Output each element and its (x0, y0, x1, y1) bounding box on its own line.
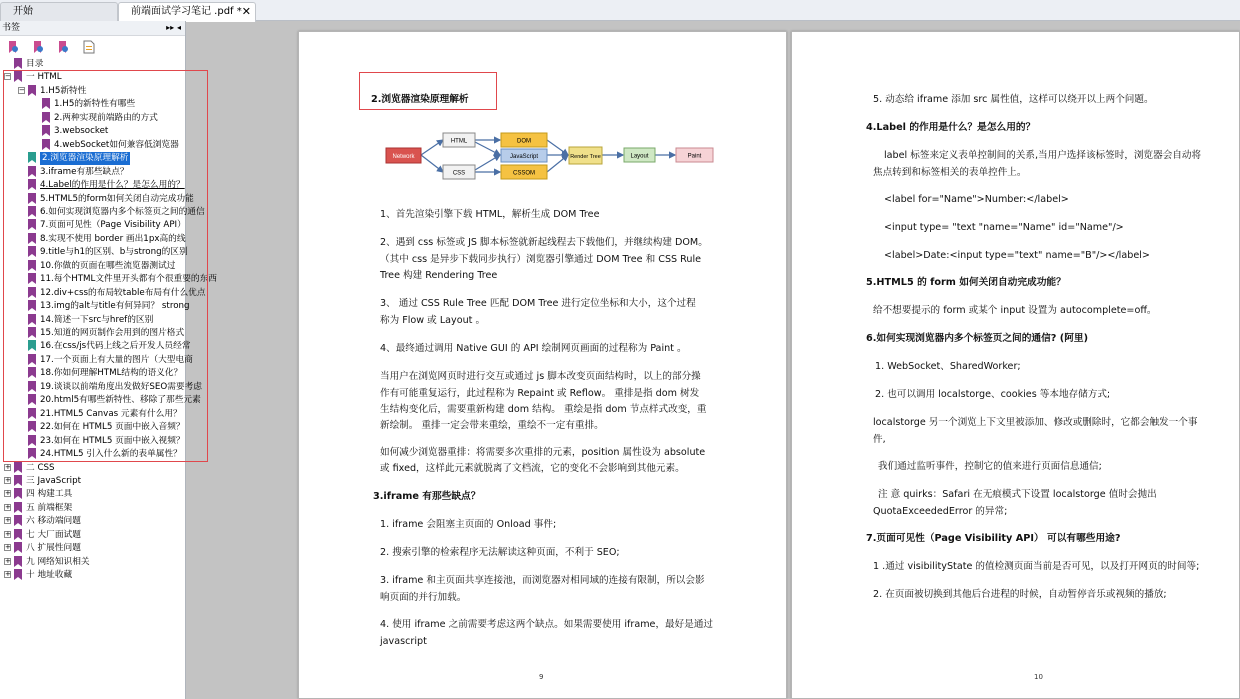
bookmark-label: 1.H5的新特性有哪些 (54, 99, 136, 110)
diagram-css: CSS (452, 170, 466, 177)
bookmark-item[interactable] (4, 71, 62, 84)
bookmark-icon (28, 287, 36, 298)
paragraph: 1. WebSocket、SharedWorker; (875, 361, 1021, 372)
bookmark-icon (28, 85, 36, 96)
bookmark-icon (42, 125, 50, 136)
rendering-pipeline-diagram (385, 128, 715, 184)
bookmark-item[interactable] (32, 98, 135, 111)
paragraph: 作有可能重复运行，此过程称为 Repaint 或 Reflow。 重排是指 dom 树发 (380, 388, 700, 399)
bookmark-icon (28, 340, 36, 351)
bookmark-label: 21.HTML5 Canvas 元素有什么用？ (40, 408, 182, 419)
tab-pdf-label: 前端面试学习笔记 .pdf * (131, 6, 242, 17)
paragraph: 件, (873, 434, 886, 445)
tab-bar (0, 0, 1240, 21)
bookmark-item[interactable] (32, 112, 158, 125)
bookmark-icon (28, 314, 36, 325)
paragraph: 如何减少浏览器重排：将需要多次重排的元素，position 属性设为 absolute (380, 447, 706, 458)
bookmark-icon (14, 542, 22, 553)
bookmarks-toolbar (0, 36, 185, 58)
bookmark-item[interactable] (4, 556, 90, 569)
bookmark-label: 三 JavaScript (26, 475, 81, 486)
collapse-node-icon[interactable]: − (5, 72, 11, 81)
collapse-node-icon[interactable]: − (19, 85, 25, 94)
paragraph: javascript (380, 636, 427, 647)
expand-node-icon[interactable]: + (5, 489, 11, 498)
page-number: 9 (539, 673, 544, 681)
bookmark-icon (14, 556, 22, 567)
paragraph: 响页面的并行加载。 (380, 592, 467, 603)
bookmark-item[interactable] (4, 569, 72, 582)
bookmark-icon (28, 394, 36, 405)
paragraph: 3、 通过 CSS Rule Tree 匹配 DOM Tree 进行定位坐标和大小，这个过程 (380, 298, 696, 309)
bookmark-icon (28, 166, 36, 177)
paragraph: 3. iframe 和主页面共享连接池，而浏览器对相同域的连接有限制，所以会影 (380, 575, 705, 586)
bookmark-icon (28, 381, 36, 392)
paragraph: 焦点转到和标签相关的表单控件上。 (873, 167, 1027, 178)
expand-node-icon[interactable]: + (5, 570, 11, 579)
paragraph: （其中 css 是异步下载同步执行）浏览器引擎通过 DOM Tree 和 CSS Rule (380, 254, 702, 265)
bookmark-label: 11.每个HTML文件里开头都有个很重要的东西 (40, 274, 217, 285)
bookmark-item[interactable] (4, 529, 81, 542)
bookmark-item[interactable] (18, 193, 194, 206)
bookmark-label: 四 构建工具 (26, 489, 73, 500)
tab-pdf-document[interactable] (118, 2, 256, 22)
bookmark-label: 14.简述一下src与href的区别 (40, 314, 154, 325)
paragraph: label 标签来定义表单控制间的关系,当用户选择该标签时，浏览器会自动将 (884, 150, 1202, 161)
bookmark-item[interactable] (18, 233, 186, 246)
bookmark-label: 1.H5新特性 (40, 85, 87, 96)
bookmark-item[interactable] (4, 542, 81, 555)
bookmark-label: 9.title与h1的区别、b与strong的区别 (40, 247, 188, 258)
bookmark-label: 22.如何在 HTML5 页面中嵌入音频？ (40, 422, 185, 433)
expand-node-icon[interactable]: + (5, 529, 11, 538)
bookmark-item[interactable] (32, 139, 179, 152)
paragraph: 2、遇到 css 标签或 JS 脚本标签就新起线程去下载他们，并继续构建 DOM。 (380, 237, 708, 248)
bookmark-label: 16.在css/js代码上线之后开发人员经常 (40, 341, 191, 352)
bookmark-label: 12.div+css的布局较table布局有什么优点 (40, 287, 206, 298)
bookmark-item[interactable] (32, 125, 108, 138)
bookmark-item[interactable] (18, 152, 130, 165)
bookmark-label: 七 大厂面试题 (26, 529, 81, 540)
section-heading: 6.如何实现浏览器内多个标签页之间的通信? (阿里) (866, 333, 1089, 344)
bookmark-item[interactable] (18, 260, 175, 273)
bookmark-icon (14, 58, 22, 69)
bookmark-item[interactable] (4, 475, 81, 488)
bookmark-item[interactable] (18, 166, 129, 179)
bookmark-label: 4.Label的作用是什么？是怎么用的？ (40, 180, 185, 191)
paragraph: 1、首先渲染引擎下载 HTML，解析生成 DOM Tree (380, 209, 600, 220)
paragraph: 称为 Flow 或 Layout 。 (380, 315, 486, 326)
paragraph: 我们通过监听事件，控制它的值来进行页面信息通信; (878, 461, 1102, 472)
bookmark-icon (14, 502, 22, 513)
bookmark-icon (28, 152, 36, 163)
bookmark-label: 18.你如何理解HTML结构的语义化？ (40, 368, 183, 379)
bookmark-icon (42, 98, 50, 109)
collapse-bookmarks-icon[interactable] (31, 40, 45, 54)
expand-node-icon[interactable]: + (5, 556, 11, 565)
paragraph: 2. 在页面被切换到其他后台进程的时候，自动暂停音乐或视频的播放; (873, 589, 1167, 600)
bookmark-icon (28, 206, 36, 217)
bookmark-item[interactable] (18, 354, 193, 367)
paragraph: 4. 使用 iframe 之前需要考虑这两个缺点。如果需要使用 iframe，最好是通过 (380, 619, 714, 630)
bookmark-item[interactable] (18, 179, 185, 192)
close-tab-icon[interactable]: ✕ (241, 5, 251, 18)
bookmark-label: 6.如何实现浏览器内多个标签页之间的通信 (40, 206, 205, 217)
bookmark-icon (28, 179, 36, 190)
diagram-paint: Paint (687, 153, 702, 160)
diagram-javascript: JavaScript (509, 154, 539, 160)
bookmark-label: 15.知道的网页制作会用到的图片格式 (40, 328, 185, 338)
bookmark-item[interactable] (18, 421, 185, 434)
bookmark-label: 24.HTML5 引入什么新的表单属性？ (40, 449, 182, 460)
bookmark-icon (28, 219, 36, 230)
bookmark-item[interactable] (4, 462, 55, 475)
expand-node-icon[interactable]: + (5, 502, 11, 511)
diagram-network: Network (392, 154, 415, 160)
bookmarks-panel (0, 21, 217, 699)
section-heading: 7.页面可见性（Page Visibility API） 可以有哪些用途? (866, 533, 1121, 544)
bookmark-icon (14, 475, 22, 486)
bookmark-label: 5.HTML5的form如何关闭自动完成功能 (40, 193, 194, 204)
bookmark-item[interactable] (18, 340, 190, 353)
bookmark-icon (28, 408, 36, 419)
paragraph: 5. 动态给 iframe 添加 src 属性值，这样可以绕开以上两个问题。 (873, 94, 1154, 105)
expand-node-icon[interactable]: + (5, 516, 11, 525)
paragraph: QuotaExceededError 的异常; (873, 506, 1008, 517)
section-heading: 2.浏览器渲染原理解析 (371, 94, 469, 105)
tab-start[interactable] (0, 2, 118, 21)
diagram-render-tree: Render Tree (570, 154, 601, 160)
bookmark-label: 7.页面可见性（Page Visibility API） (40, 220, 186, 231)
paragraph: 2. 也可以调用 localstorge、cookies 等本地存储方式; (875, 389, 1111, 400)
bookmark-item[interactable] (18, 206, 205, 219)
paragraph: 新绘制。 重排一定会带来重绘，重绘不一定有重排。 (380, 420, 604, 431)
bookmark-label: 19.谈谈以前端角度出发做好SEO需要考虑 (40, 381, 202, 392)
bookmark-label: 八 扩展性问题 (26, 543, 81, 554)
add-bookmark-icon[interactable] (56, 40, 70, 54)
panel-collapse-icon[interactable]: ▸▸ ◂ (166, 23, 181, 32)
bookmark-item[interactable] (18, 273, 217, 286)
bookmark-item[interactable] (18, 85, 86, 98)
bookmark-icon (14, 488, 22, 499)
bookmark-label: 2.两种实现前端路由的方式 (54, 112, 158, 123)
bookmark-item[interactable] (18, 327, 184, 340)
bookmark-label: 九 网络知识相关 (26, 556, 90, 567)
bookmark-item[interactable] (18, 448, 182, 461)
bookmarks-title: 书签 (2, 23, 21, 33)
code-line: <label for="Name">Number:</label> (884, 194, 1069, 205)
paragraph: Tree 构建 Rendering Tree (380, 270, 498, 281)
bookmark-label: 3.iframe有那些缺点？ (40, 166, 129, 177)
bookmark-item[interactable] (18, 367, 182, 380)
bookmark-icon (42, 139, 50, 150)
bookmark-icon (28, 421, 36, 432)
expand-bookmarks-icon[interactable] (6, 40, 20, 54)
expand-node-icon[interactable]: + (5, 543, 11, 552)
bookmark-icon (42, 112, 50, 123)
bookmark-label: 目录 (26, 59, 44, 69)
bookmark-label: 10.你做的页面在哪些流览器测试过 (40, 260, 176, 271)
page-number: 10 (1034, 673, 1043, 681)
bookmark-item[interactable] (18, 287, 206, 300)
bookmark-label: 六 移动端问题 (26, 516, 81, 527)
bookmark-item[interactable] (18, 219, 186, 232)
bookmark-label: 4.webSocket如何兼容低浏览器 (54, 139, 179, 150)
bookmark-label: 8.实现不使用 border 画出1px高的线 (40, 233, 186, 244)
bookmark-label: 二 CSS (26, 462, 55, 473)
section-heading: 5.HTML5 的 form 如何关闭自动完成功能？ (866, 277, 1066, 288)
paragraph: 1. iframe 会阻塞主页面的 Onload 事件; (380, 519, 557, 530)
bookmark-icon (28, 233, 36, 244)
tab-start-label: 开始 (13, 6, 33, 17)
bookmark-label: 2.浏览器渲染原理解析 (42, 153, 129, 164)
bookmark-item[interactable] (18, 394, 201, 407)
paragraph: 给不想要提示的 form 或某个 input 设置为 autocomplete=off。 (873, 305, 1157, 316)
bookmark-label: 13.img的alt与title有何异同？ strong (40, 301, 190, 312)
bookmark-item[interactable] (18, 435, 185, 448)
section-heading: 3.iframe 有那些缺点？ (373, 491, 481, 502)
code-line: <input type= "text "name="Name" id="Name"/> (884, 222, 1124, 233)
bookmark-item[interactable] (18, 408, 182, 421)
bookmark-label: 3.websocket (54, 126, 109, 137)
code-line: <label>Date:<input type="text" name="B"/></label> (884, 250, 1150, 261)
section-heading: 4.Label 的作用是什么？是怎么用的？ (866, 122, 1036, 133)
bookmark-label: 20.html5有哪些新特性、移除了那些元素 (40, 395, 201, 406)
bookmark-item[interactable] (4, 502, 72, 515)
diagram-html: HTML (450, 138, 468, 145)
expand-node-icon[interactable]: + (5, 462, 11, 471)
diagram-layout: Layout (630, 153, 649, 160)
paragraph: localstorge 另一个浏览上下文里被添加、修改或删除时，它都会触发一个事 (873, 417, 1198, 428)
paragraph: 生结构变化后，需要重新构建 dom 结构。 重绘是指 dom 节点样式改变，重 (380, 404, 707, 415)
bookmark-icon (28, 193, 36, 204)
diagram-cssom: CSSOM (512, 170, 536, 177)
bookmark-icon (28, 260, 36, 271)
bookmark-icon (28, 448, 36, 459)
bookmark-item[interactable] (18, 381, 202, 394)
bookmark-item[interactable] (4, 58, 43, 71)
paragraph: 2. 搜索引擎的检索程序无法解读这种页面，不利于 SEO; (380, 547, 620, 558)
bookmark-label: 23.如何在 HTML5 页面中嵌入视频？ (40, 435, 185, 446)
bookmark-label: 17.一个页面上有大量的图片（大型电商 (40, 354, 193, 365)
bookmark-item[interactable] (4, 515, 81, 528)
paragraph: 当用户在浏览网页时进行交互或通过 js 脚本改变页面结构时，以上的部分操 (380, 371, 701, 382)
bookmark-page-icon[interactable] (82, 40, 96, 54)
paragraph: 或 fixed，这样此元素就脱离了文档流，它的变化不会影响到其他元素。 (380, 463, 685, 474)
bookmark-icon (28, 273, 36, 284)
bookmark-label: 一 HTML (26, 72, 62, 83)
bookmark-icon (28, 327, 36, 338)
bookmark-icon (14, 529, 22, 540)
bookmark-icon (28, 354, 36, 365)
bookmark-item[interactable] (18, 314, 153, 327)
bookmark-icon (14, 462, 22, 473)
bookmark-label: 五 前端框架 (26, 502, 73, 513)
bookmark-icon (28, 367, 36, 378)
bookmark-item[interactable] (18, 300, 190, 313)
paragraph: 1 .通过 visibilityState 的值检测页面当前是否可见，以及打开网页的时间等; (873, 561, 1200, 572)
bookmark-label: 十 地址收藏 (26, 570, 73, 581)
diagram-dom: DOM (517, 138, 531, 145)
bookmark-icon (28, 435, 36, 446)
bookmark-icon (14, 569, 22, 580)
bookmark-icon (28, 246, 36, 257)
bookmark-item[interactable] (4, 488, 72, 501)
bookmarks-header (0, 21, 185, 36)
paragraph: 4、最终通过调用 Native GUI 的 API 绘制网页画面的过程称为 Paint 。 (380, 343, 687, 354)
bookmark-icon (14, 515, 22, 526)
bookmark-icon (28, 300, 36, 311)
bookmark-icon (14, 71, 22, 82)
expand-node-icon[interactable]: + (5, 475, 11, 484)
paragraph: 注 意 quirks：Safari 在无痕模式下设置 localstorge 值时会抛出 (878, 489, 1157, 500)
bookmark-item[interactable] (18, 246, 188, 259)
